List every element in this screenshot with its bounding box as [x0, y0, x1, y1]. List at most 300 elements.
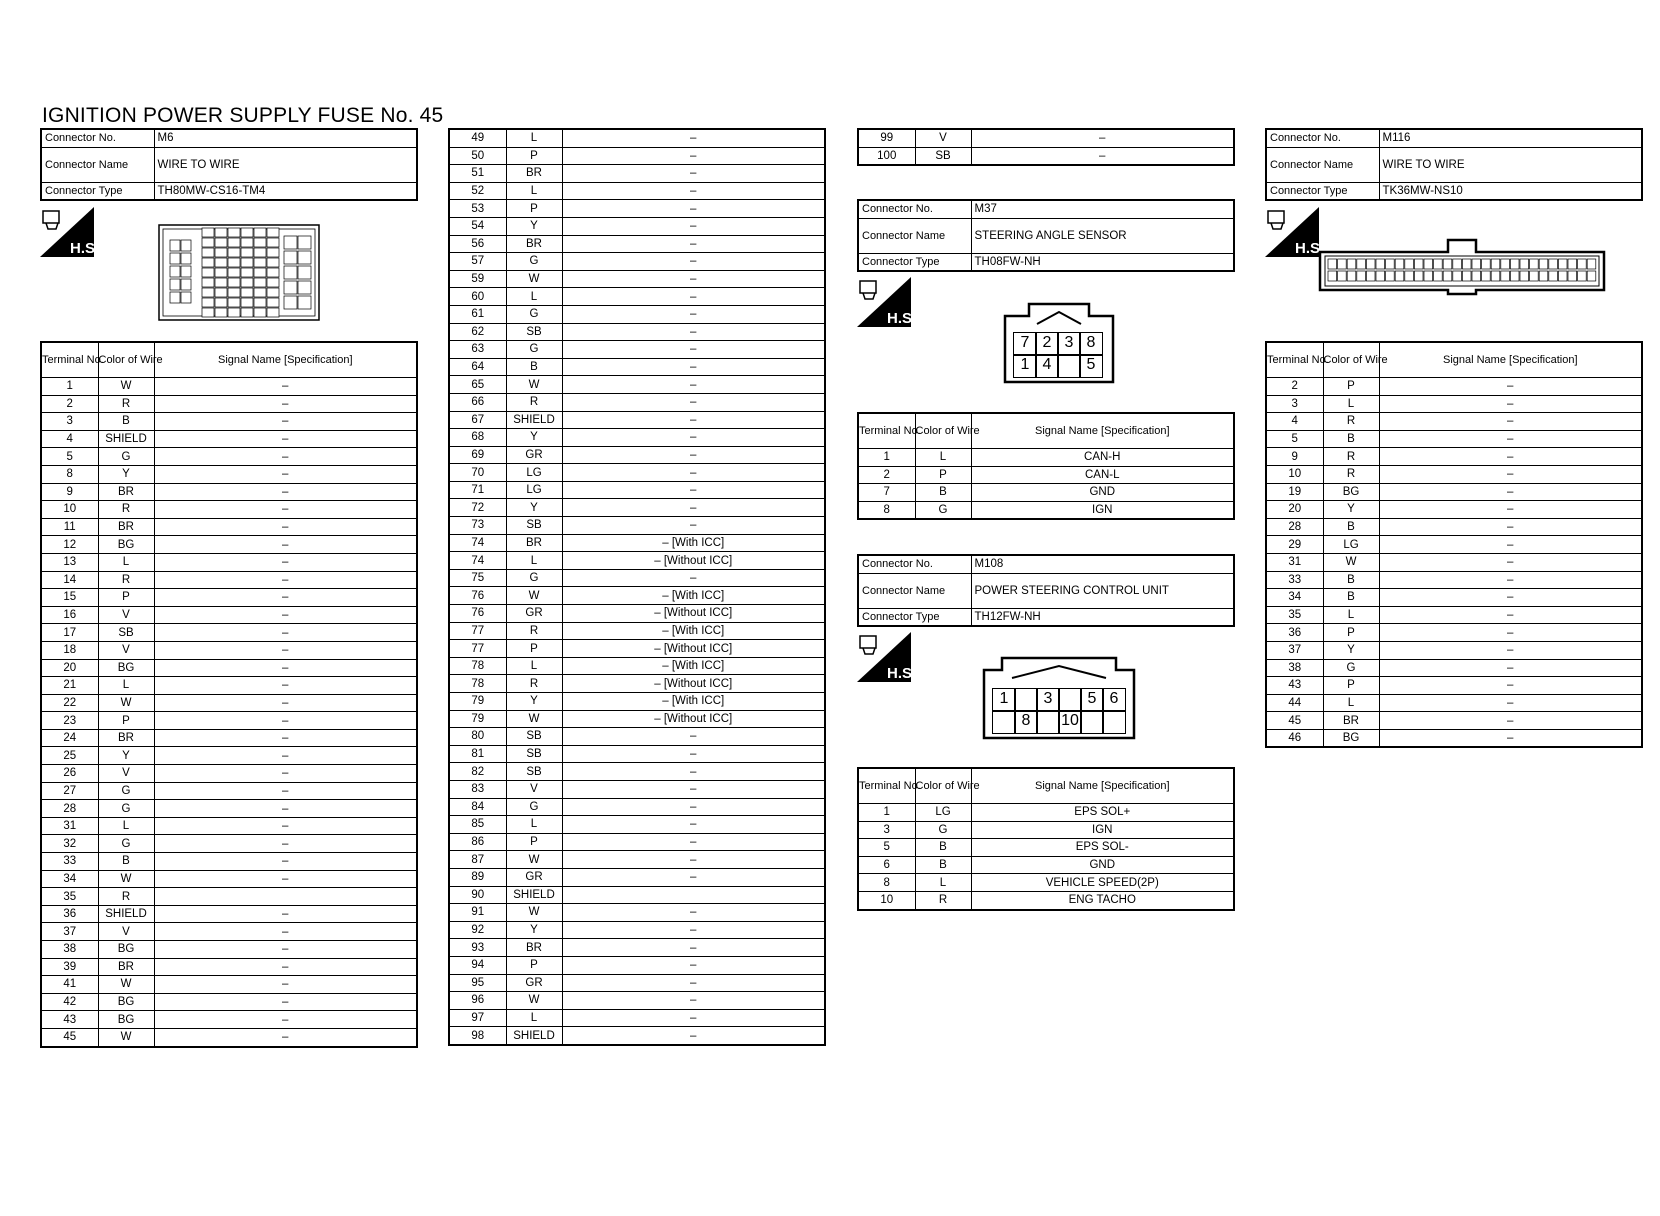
- wire-color-cell: Y: [98, 465, 154, 483]
- connector-pin: [1578, 259, 1587, 269]
- wire-color-cell: B: [1323, 589, 1379, 607]
- connector-pin: [1347, 271, 1356, 281]
- connector-name-label: Connector Name: [858, 573, 971, 608]
- terminal-no-cell: 99: [858, 129, 915, 147]
- wire-color-cell: L: [506, 288, 562, 306]
- table-row: [449, 1009, 825, 1027]
- wire-color-cell: P: [506, 956, 562, 974]
- signal-name-cell: –: [562, 992, 825, 1010]
- connector-pin: [202, 298, 214, 307]
- terminal-no-cell: 8: [858, 501, 915, 519]
- table-row: [41, 483, 417, 501]
- connector-pin: [1338, 259, 1347, 269]
- connector-pin: [284, 281, 297, 294]
- connector-pin: [1549, 271, 1558, 281]
- wire-color-cell: BG: [98, 1011, 154, 1029]
- connector-pin: [202, 248, 214, 257]
- terminal-no-cell: 33: [41, 853, 98, 871]
- terminal-no-cell: 22: [41, 694, 98, 712]
- signal-name-cell: VEHICLE SPEED(2P): [971, 874, 1234, 892]
- signal-name-cell: –: [1379, 465, 1642, 483]
- signal-name-cell: –: [1379, 641, 1642, 659]
- connector-pin: [267, 268, 279, 277]
- table-row: [449, 270, 825, 288]
- terminal-no-cell: 35: [41, 888, 98, 906]
- connector-pin: [170, 253, 180, 264]
- connector-pin: [1472, 259, 1481, 269]
- table-row: [1266, 606, 1642, 624]
- connector-pin: [1338, 271, 1347, 281]
- signal-name-cell: –: [562, 429, 825, 447]
- connector-pin: [202, 268, 214, 277]
- m116-connector-name: WIRE TO WIRE: [1379, 147, 1642, 182]
- table-row: [1266, 430, 1642, 448]
- terminal-no-cell: 91: [449, 904, 506, 922]
- wire-color-cell: BR: [98, 518, 154, 536]
- connector-pin: [254, 228, 266, 237]
- table-row: [41, 993, 417, 1011]
- color-of-wire-header: Color of Wire: [98, 342, 154, 378]
- wire-color-cell: SHIELD: [98, 430, 154, 448]
- connector-type-label: Connector Type: [1266, 182, 1379, 200]
- m6-info: [40, 128, 418, 201]
- terminal-no-cell: 37: [1266, 641, 1323, 659]
- connector-pin: [215, 248, 227, 257]
- connector-pin: [202, 238, 214, 247]
- connector-pin: [181, 240, 191, 251]
- terminal-no-cell: 49: [449, 129, 506, 147]
- terminal-no-cell: 64: [449, 358, 506, 376]
- signal-name-cell: –: [1379, 694, 1642, 712]
- signal-name-cell: – [With ICC]: [562, 622, 825, 640]
- connector-pin: 5: [1080, 688, 1104, 712]
- connector-pin: [1357, 259, 1366, 269]
- connector-pin: [298, 251, 311, 264]
- signal-name-cell: [562, 886, 825, 904]
- signal-name-cell: –: [154, 395, 417, 413]
- signal-name-cell: –: [1379, 571, 1642, 589]
- signal-name-cell: –: [154, 694, 417, 712]
- terminal-no-cell: 74: [449, 552, 506, 570]
- connector-pin: [284, 236, 297, 249]
- connector-pin: [1462, 271, 1471, 281]
- wire-color-cell: BG: [1323, 729, 1379, 747]
- terminal-no-cell: 96: [449, 992, 506, 1010]
- wire-color-cell: G: [506, 798, 562, 816]
- connector-pin: [1462, 259, 1471, 269]
- terminal-no-cell: 51: [449, 165, 506, 183]
- signal-name-cell: –: [1379, 483, 1642, 501]
- connector-pin: [228, 288, 240, 297]
- connector-pin: [228, 238, 240, 247]
- table-row: [41, 378, 417, 396]
- table-row: [858, 891, 1234, 909]
- signal-name-cell: –: [154, 606, 417, 624]
- connector-pin: [1386, 271, 1395, 281]
- signal-name-cell: –: [154, 729, 417, 747]
- table-row: [41, 835, 417, 853]
- wire-color-cell: BR: [506, 235, 562, 253]
- signal-name-cell: –: [154, 835, 417, 853]
- table-row: [1266, 589, 1642, 607]
- signal-name-cell: CAN-H: [971, 449, 1234, 467]
- signal-name-cell: –: [562, 569, 825, 587]
- connector-type-label: Connector Type: [858, 253, 971, 271]
- terminal-no-cell: 63: [449, 341, 506, 359]
- terminal-no-cell: 92: [449, 921, 506, 939]
- table-row: [449, 323, 825, 341]
- connector-pin: [1395, 259, 1404, 269]
- terminal-no-cell: 60: [449, 288, 506, 306]
- table-row: [1266, 641, 1642, 659]
- wire-color-cell: BR: [98, 483, 154, 501]
- terminal-no-cell: 98: [449, 1027, 506, 1045]
- table-row: [41, 905, 417, 923]
- connector-pin: [267, 238, 279, 247]
- wire-color-cell: Y: [506, 217, 562, 235]
- signal-name-cell: – [Without ICC]: [562, 675, 825, 693]
- m116-terminal-table: [1265, 341, 1643, 748]
- connector-pin: [267, 228, 279, 237]
- terminal-no-cell: 4: [41, 430, 98, 448]
- connector-pin: [1453, 271, 1462, 281]
- wire-color-cell: R: [98, 571, 154, 589]
- connector-pin: [215, 288, 227, 297]
- terminal-no-cell: 27: [41, 782, 98, 800]
- connector-pin: [241, 288, 253, 297]
- signal-name-header: Signal Name [Specification]: [154, 342, 417, 378]
- table-row: [41, 694, 417, 712]
- signal-name-cell: –: [1379, 430, 1642, 448]
- terminal-no-cell: 35: [1266, 606, 1323, 624]
- wire-color-cell: B: [915, 856, 971, 874]
- wire-color-cell: W: [506, 992, 562, 1010]
- signal-name-cell: –: [154, 465, 417, 483]
- wire-color-cell: G: [915, 501, 971, 519]
- connector-pin: [215, 308, 227, 317]
- terminal-no-header: Terminal No.: [858, 413, 915, 449]
- connector-no-label: Connector No.: [1266, 129, 1379, 147]
- m108-connector-diagram: [982, 656, 1136, 740]
- wire-color-cell: L: [506, 1009, 562, 1027]
- table-row: [449, 288, 825, 306]
- signal-name-cell: –: [562, 464, 825, 482]
- terminal-no-cell: 77: [449, 640, 506, 658]
- table-row: [449, 253, 825, 271]
- table-row: [858, 839, 1234, 857]
- terminal-no-header: Terminal No.: [1266, 342, 1323, 378]
- connector-pin: [298, 236, 311, 249]
- signal-name-cell: –: [154, 782, 417, 800]
- signal-name-cell: – [Without ICC]: [562, 710, 825, 728]
- table-row: [1266, 571, 1642, 589]
- connector-pin: [1328, 259, 1337, 269]
- signal-name-cell: –: [971, 147, 1234, 165]
- connector-pin: [1376, 271, 1385, 281]
- terminal-no-cell: 2: [1266, 378, 1323, 396]
- table-row: [1266, 694, 1642, 712]
- wire-color-cell: W: [506, 710, 562, 728]
- table-row: [449, 868, 825, 886]
- terminal-no-cell: 28: [1266, 518, 1323, 536]
- connector-pin: [1558, 259, 1567, 269]
- wire-color-cell: W: [98, 1028, 154, 1046]
- connector-pin: [202, 288, 214, 297]
- table-row: [449, 411, 825, 429]
- signal-name-cell: –: [154, 905, 417, 923]
- connector-pin: [254, 238, 266, 247]
- wire-color-cell: V: [98, 765, 154, 783]
- table-row: [1266, 677, 1642, 695]
- wire-color-cell: B: [915, 839, 971, 857]
- connector-pin: 6: [1102, 688, 1126, 712]
- connector-pin: [202, 228, 214, 237]
- connector-pin: [1366, 259, 1375, 269]
- m116-info: [1265, 128, 1643, 201]
- connector-pin: [181, 253, 191, 264]
- wire-color-cell: G: [506, 569, 562, 587]
- terminal-no-cell: 93: [449, 939, 506, 957]
- signal-name-cell: –: [1379, 378, 1642, 396]
- connector-type-label: Connector Type: [858, 608, 971, 626]
- terminal-no-cell: 2: [41, 395, 98, 413]
- table-row: [449, 640, 825, 658]
- wire-color-cell: SHIELD: [506, 1027, 562, 1045]
- table-row: [449, 675, 825, 693]
- wire-color-cell: B: [98, 413, 154, 431]
- table-row: [449, 129, 825, 147]
- wire-color-cell: BR: [506, 165, 562, 183]
- table-row: [1266, 465, 1642, 483]
- table-row: [449, 446, 825, 464]
- terminal-no-cell: 6: [858, 856, 915, 874]
- terminal-no-cell: 53: [449, 200, 506, 218]
- terminal-no-cell: 83: [449, 780, 506, 798]
- terminal-no-cell: 73: [449, 517, 506, 535]
- terminal-no-cell: 87: [449, 851, 506, 869]
- wire-color-cell: P: [1323, 677, 1379, 695]
- wire-color-cell: L: [506, 129, 562, 147]
- terminal-no-header: Terminal No.: [858, 768, 915, 804]
- connector-pin: [181, 292, 191, 303]
- wire-color-cell: Y: [506, 921, 562, 939]
- table-row: [1266, 536, 1642, 554]
- wire-color-cell: Y: [506, 499, 562, 517]
- connector-pin: [267, 258, 279, 267]
- connector-pin: [241, 258, 253, 267]
- wire-color-cell: W: [1323, 553, 1379, 571]
- terminal-no-cell: 45: [1266, 712, 1323, 730]
- signal-name-cell: –: [154, 1011, 417, 1029]
- terminal-no-cell: 89: [449, 868, 506, 886]
- signal-name-cell: EPS SOL+: [971, 804, 1234, 822]
- connector-pin: [267, 278, 279, 287]
- connector-pin: [181, 279, 191, 290]
- wire-color-cell: B: [506, 358, 562, 376]
- connector-pin: [215, 238, 227, 247]
- signal-name-header: Signal Name [Specification]: [971, 768, 1234, 804]
- terminal-no-cell: 33: [1266, 571, 1323, 589]
- signal-name-cell: –: [154, 553, 417, 571]
- wire-color-cell: BR: [98, 958, 154, 976]
- table-row: [41, 553, 417, 571]
- wire-color-cell: SB: [506, 763, 562, 781]
- signal-name-cell: –: [562, 851, 825, 869]
- terminal-no-cell: 32: [41, 835, 98, 853]
- table-row: [449, 904, 825, 922]
- terminal-no-cell: 50: [449, 147, 506, 165]
- table-row: [449, 657, 825, 675]
- connector-pin: [228, 258, 240, 267]
- signal-name-cell: –: [154, 483, 417, 501]
- connector-pin: [1386, 259, 1395, 269]
- connector-pin: [267, 308, 279, 317]
- terminal-no-cell: 66: [449, 393, 506, 411]
- table-row: [1266, 729, 1642, 747]
- table-row: [1266, 553, 1642, 571]
- terminal-no-cell: 94: [449, 956, 506, 974]
- table-row: [1266, 378, 1642, 396]
- connector-pin: [298, 266, 311, 279]
- table-row: [449, 693, 825, 711]
- table-row: [41, 747, 417, 765]
- table-row: [41, 624, 417, 642]
- connector-pin: [215, 228, 227, 237]
- terminal-no-cell: 10: [858, 891, 915, 909]
- signal-name-cell: –: [1379, 553, 1642, 571]
- table-row: [449, 165, 825, 183]
- terminal-no-cell: 61: [449, 305, 506, 323]
- table-row: [449, 552, 825, 570]
- connector-pin: [1501, 271, 1510, 281]
- wire-color-cell: B: [1323, 571, 1379, 589]
- wire-color-cell: R: [98, 395, 154, 413]
- wire-color-cell: SB: [506, 517, 562, 535]
- wire-color-cell: BG: [1323, 483, 1379, 501]
- m6-terminal-table-1: [40, 341, 418, 1048]
- connector-pin: [1539, 271, 1548, 281]
- terminal-no-cell: 85: [449, 816, 506, 834]
- table-row: [449, 816, 825, 834]
- terminal-no-cell: 56: [449, 235, 506, 253]
- m116-connector-type: TK36MW-NS10: [1379, 182, 1642, 200]
- connector-pin: [992, 710, 1016, 734]
- m6-terminal-table-3: [857, 128, 1235, 166]
- m6-connector-no: M6: [154, 129, 417, 147]
- terminal-no-cell: 9: [1266, 448, 1323, 466]
- wire-color-cell: L: [98, 817, 154, 835]
- signal-name-cell: –: [562, 341, 825, 359]
- table-row: [449, 939, 825, 957]
- connector-name-label: Connector Name: [41, 147, 154, 182]
- connector-pin: [228, 268, 240, 277]
- connector-pin: [1443, 271, 1452, 281]
- connector-pin: [1558, 271, 1567, 281]
- table-row: [41, 413, 417, 431]
- terminal-no-cell: 77: [449, 622, 506, 640]
- connector-pin: [1414, 259, 1423, 269]
- signal-name-cell: –: [562, 798, 825, 816]
- connector-pin: [254, 258, 266, 267]
- wire-color-cell: R: [1323, 413, 1379, 431]
- terminal-no-cell: 28: [41, 800, 98, 818]
- wire-color-cell: R: [506, 622, 562, 640]
- connector-pin: [1520, 271, 1529, 281]
- connector-pin: [241, 248, 253, 257]
- table-row: [41, 659, 417, 677]
- wire-color-cell: LG: [506, 464, 562, 482]
- signal-name-cell: –: [154, 641, 417, 659]
- connector-pin: [267, 288, 279, 297]
- wire-color-cell: W: [506, 904, 562, 922]
- connector-pin: [254, 288, 266, 297]
- harness-side-icon: [857, 632, 917, 682]
- m37-info: [857, 199, 1235, 272]
- wire-color-cell: P: [98, 589, 154, 607]
- signal-name-cell: IGN: [971, 501, 1234, 519]
- table-row: [449, 974, 825, 992]
- connector-pin: [254, 298, 266, 307]
- wire-color-cell: L: [915, 449, 971, 467]
- connector-pin: [254, 308, 266, 317]
- terminal-no-cell: 20: [1266, 501, 1323, 519]
- connector-pin: [1366, 271, 1375, 281]
- harness-side-icon: [40, 207, 100, 257]
- terminal-no-cell: 81: [449, 745, 506, 763]
- signal-name-cell: – [With ICC]: [562, 534, 825, 552]
- signal-name-cell: –: [154, 800, 417, 818]
- signal-name-cell: –: [562, 1009, 825, 1027]
- table-row: [41, 1011, 417, 1029]
- table-row: [41, 641, 417, 659]
- terminal-no-cell: 3: [858, 821, 915, 839]
- table-row: [858, 129, 1234, 147]
- table-row: [1266, 448, 1642, 466]
- connector-pin: [1347, 259, 1356, 269]
- m37-connector-name: STEERING ANGLE SENSOR: [971, 218, 1234, 253]
- table-row: [449, 569, 825, 587]
- signal-name-cell: –: [1379, 501, 1642, 519]
- m108-connector-type: TH12FW-NH: [971, 608, 1234, 626]
- terminal-no-cell: 45: [41, 1028, 98, 1046]
- wire-color-cell: B: [915, 484, 971, 502]
- table-row: [41, 536, 417, 554]
- wire-color-cell: Y: [506, 429, 562, 447]
- hs-label: H.S.: [887, 665, 917, 682]
- connector-pin: [1568, 271, 1577, 281]
- table-row: [41, 606, 417, 624]
- connector-pin: [1036, 710, 1060, 734]
- table-row: [41, 430, 417, 448]
- connector-pin: [1472, 271, 1481, 281]
- terminal-no-cell: 19: [1266, 483, 1323, 501]
- connector-pin: 3: [1036, 688, 1060, 712]
- table-row: [449, 305, 825, 323]
- signal-name-cell: –: [562, 446, 825, 464]
- signal-name-cell: – [With ICC]: [562, 657, 825, 675]
- table-row: [1266, 395, 1642, 413]
- table-row: [449, 1027, 825, 1045]
- signal-name-header: Signal Name [Specification]: [971, 413, 1234, 449]
- table-row: [1266, 483, 1642, 501]
- signal-name-cell: –: [562, 147, 825, 165]
- connector-pin: 7: [1013, 332, 1037, 356]
- terminal-no-cell: 16: [41, 606, 98, 624]
- connector-pin: [241, 308, 253, 317]
- connector-pin: [1395, 271, 1404, 281]
- terminal-no-cell: 52: [449, 182, 506, 200]
- table-row: [449, 622, 825, 640]
